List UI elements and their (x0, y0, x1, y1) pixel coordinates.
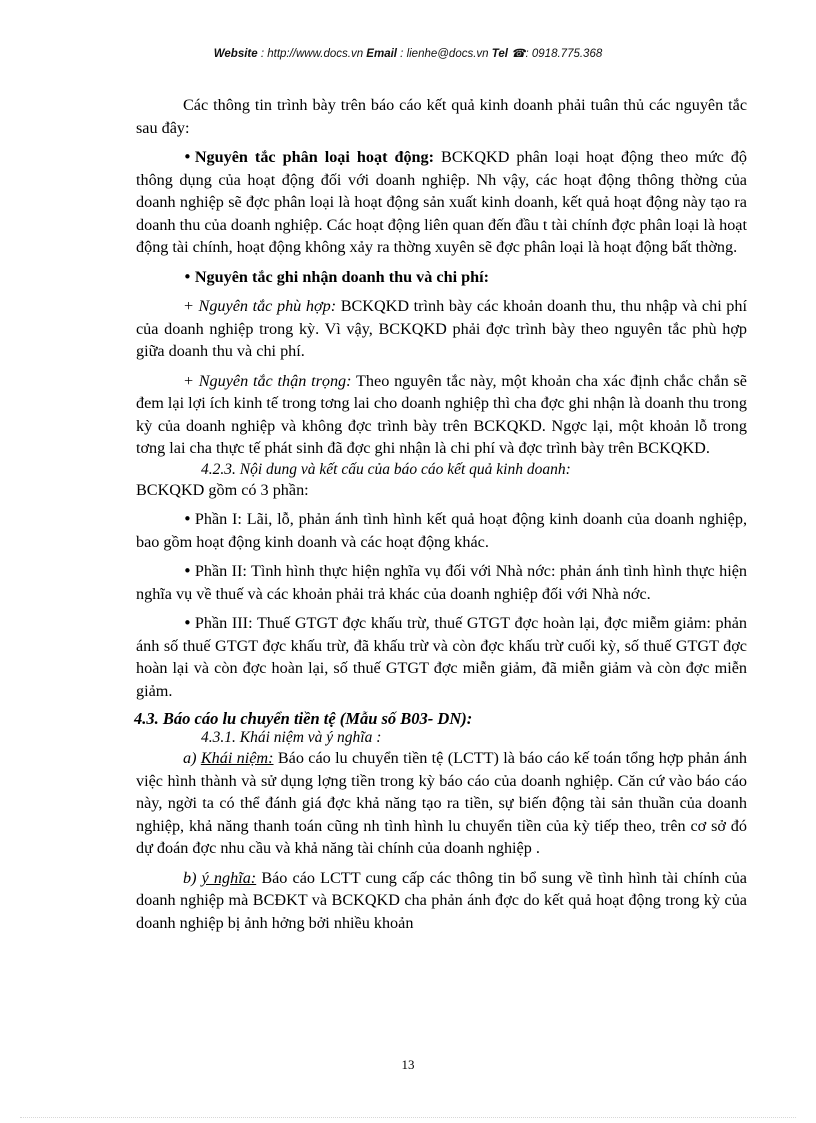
classification-principle-text: BCKQKD phân loại hoạt động theo mức độ thông dụng của hoạt động đối với doanh nghiệp. Nh vậy, các hoạt động thông thờng của doanh nghiệp sẽ đợc phân loại là hoạt động sản xuất kinh doanh, kết quả hoạt động này tạo ra doanh thu của doanh nghiệp. Các hoạt động liên quan đến đầu t tài chính đợc phân loại là hoạt động tài chính, hoạt động không xảy ra thờng xuyên sẽ đợc phân loại là hoạt động bất thờng. (136, 148, 747, 256)
bullet-icon: • (183, 267, 192, 286)
email-link[interactable]: : lienhe@docs.vn (396, 48, 492, 60)
paragraph-prudence-principle (136, 370, 747, 460)
classification-principle-title: Nguyên tắc phân loại hoạt động: (194, 148, 435, 166)
page-header (0, 46, 816, 60)
prudence-principle-text: Theo nguyên tắc này, một khoản cha xác định chắc chắn sẽ đem lại lợi ích kinh tế trong tơng lai cho doanh nghiệp thì cha đợc ghi nhận là doanh thu trong kỳ của doanh nghiệp và không đợc trình bày trên BCKQKD. Ngợc lại, một khoản lỗ trong tơng lai cha thực tế phát sinh đã đợc ghi nhận là chi phí và đợc trình bày trên BCKQKD. (136, 371, 747, 457)
part-2-text: Phần II: Tình hình thực hiện nghĩa vụ đối với Nhà nớc: phản ánh tình hình thực hiện nghĩa vụ về thuế và các khoản phải trả khác của doanh nghiệp đối với Nhà nớc. (136, 562, 747, 603)
website-label: Website (213, 48, 258, 60)
tel-value: : 0918.775.368 (525, 48, 603, 60)
bullet-icon: • (183, 562, 192, 580)
heading-4-3: 4.3. Báo cáo lu chuyển tiền tệ (Mẫu số B03- DN): (134, 709, 473, 728)
bullet-icon: • (183, 148, 192, 166)
paragraph-concept (136, 747, 747, 860)
matching-principle-label: + Nguyên tắc phù hợp: (183, 297, 337, 315)
intro-paragraph: Các thông tin trình bày trên báo cáo kết quả kinh doanh phải tuân thủ các nguyên tắc sau đây: (136, 96, 747, 137)
matching-principle-text: BCKQKD trình bày các khoản doanh thu, thu nhập và chi phí của doanh nghiệp trong kỳ. Vì vậy, BCKQKD phải đợc trình bày theo nguyên tắc phù hợp giữa doanh thu và chi phí. (136, 297, 747, 360)
paragraph-part-1 (136, 508, 747, 553)
recognition-principle-title: Nguyên tắc ghi nhận doanh thu và chi phí: (194, 267, 490, 286)
heading-4-3-1: 4.3.1. Khái niệm và ý nghĩa : (201, 729, 382, 746)
paragraph-recognition-principle (136, 266, 747, 289)
paragraph-classification-principle (136, 146, 747, 259)
paragraph-three-parts: BCKQKD gồm có 3 phần: (136, 480, 309, 499)
significance-text: Báo cáo LCTT cung cấp các thông tin bổ sung về tình hình tài chính của doanh nghiệp mà BCĐKT và BCKQKD cha phản ánh đợc do kết quả hoạt động trong kỳ của doanh nghiệp bị ảnh hởng bởi nhiều khoản (136, 868, 747, 932)
concept-label: Khái niệm: (200, 749, 274, 767)
paragraph-matching-principle (136, 295, 747, 363)
body-text (136, 94, 747, 941)
bullet-icon: • (183, 614, 192, 632)
bullet-icon: • (183, 510, 192, 528)
paragraph-part-3 (136, 612, 747, 702)
phone-icon: ☎ (511, 48, 526, 60)
concept-prefix: a) (183, 749, 201, 767)
website-link[interactable]: : http://www.docs.vn (257, 48, 367, 60)
significance-label: ý nghĩa: (201, 868, 257, 887)
part-3-text: Phần III: Thuế GTGT đợc khấu trừ, thuế GTGT đợc hoàn lại, đợc miễm giảm: phản ánh số thuế GTGT đợc khấu trừ, đã khấu trừ và còn đợc khấu trừ cuối kỳ, số thuế GTGT đợc hoàn lại và còn đợc hoàn lại, số thuế GTGT đợc miễn giảm, đã miễn giảm và còn đợc miễn giảm. (136, 614, 747, 700)
heading-4-2-3: 4.2.3. Nội dung và kết cấu của báo cáo kết quả kinh doanh: (201, 460, 571, 478)
concept-text: Báo cáo lu chuyển tiền tệ (LCTT) là báo cáo kế toán tổng hợp phản ánh việc hình thành và sử dụng lợng tiền trong kỳ báo cáo của doanh nghiệp. Căn cứ vào báo cáo này, ngời ta có thể đánh giá đợc khả năng tạo ra tiền, sự biến động tài sản thuần của doanh nghiệp, khả năng thanh toán cũng nh tình hình lu chuyển tiền của kỳ tiếp theo, trên cơ sở đó dự đoán đợc nhu cầu và khả năng tài chính của doanh nghiệp . (136, 749, 748, 857)
email-label: Email (366, 48, 397, 60)
footer-divider (20, 1117, 796, 1118)
part-1-text: Phần I: Lãi, lỗ, phản ánh tình hình kết quả hoạt động kinh doanh của doanh nghiệp, bao gồm hoạt động kinh doanh và các hoạt động khác. (136, 510, 747, 551)
page-number: 13 (401, 1057, 415, 1072)
prudence-principle-label: + Nguyên tắc thận trọng: (183, 371, 352, 390)
paragraph-part-2 (136, 560, 747, 605)
significance-prefix: b) (183, 868, 202, 887)
tel-label: Tel (491, 48, 508, 60)
paragraph-significance (136, 867, 747, 935)
